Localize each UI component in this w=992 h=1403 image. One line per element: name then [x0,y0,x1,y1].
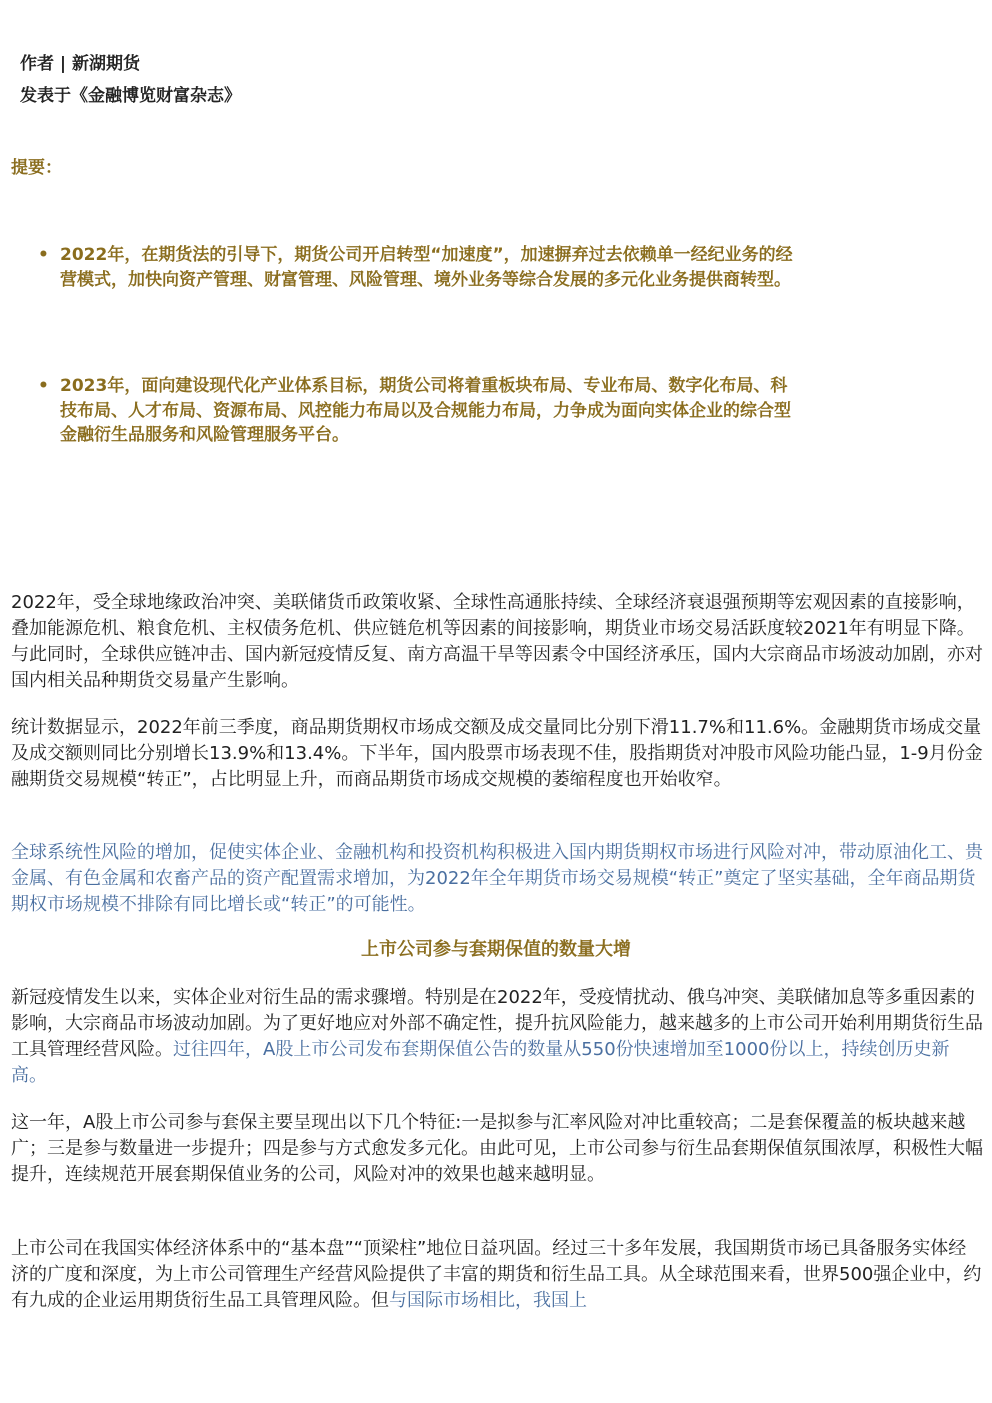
section-heading: 上市公司参与套期保值的数量大增 [361,939,631,960]
article-paragraph: 这一年，A股上市公司参与套保主要呈现出以下几个特征:一是拟参与汇率风险对冲比重较高；二是套保覆盖的板块越来越广；三是参与数量进一步提升；四是参与方式愈发多元化。由此可见，上市公司参与衍生品套期保值氛围浓厚，积极性大幅提升，连续规范开展套期保值业务的公司，风险对冲的效果也越来越明显。 [11,1112,983,1185]
highlighted-text: 过往四年，A股上市公司发布套期保值公告的数量从550份快速增加至1000份以上，持续创历史新高。 [11,1039,950,1086]
article-paragraph-highlight: 全球系统性风险的增加，促使实体企业、金融机构和投资机构积极进入国内期货期权市场进行风险对冲，带动原油化工、贵金属、有色金属和农畜产品的资产配置需求增加，为2022年全年期货市场交易规模“转正”奠定了坚实基础，全年商品期货期权市场规模不排除有同比增长或“转正”的可能性。 [11,842,983,915]
published-line: 发表于《金融博览财富杂志》 [20,86,241,106]
article-paragraph [11,985,983,1089]
highlighted-text: 与国际市场相比，我国上 [389,1290,587,1311]
summary-bullet-text: 2023年，面向建设现代化产业体系目标，期货公司将着重板块布局、专业布局、数字化布局、科技布局、人才布局、资源布局、风控能力布局以及合规能力布局，力争成为面向实体企业的综合型金融衍生品服务和风险管理服务平台。 [60,376,791,445]
article-paragraph: 2022年，受全球地缘政治冲突、美联储货币政策收紧、全球性高通胀持续、全球经济衰退强预期等宏观因素的直接影响，叠加能源危机、粮食危机、主权债务危机、供应链危机等因素的间接影响，期货业市场交易活跃度较2021年有明显下降。与此同时，全球供应链冲击、国内新冠疫情反复、南方高温干旱等因素令中国经济承压，国内大宗商品市场波动加剧，亦对国内相关品种期货交易量产生影响。 [11,592,983,691]
summary-heading: 提要： [11,158,62,178]
summary-bullet [38,243,798,292]
author-line: 作者 | 新湖期货 [20,54,141,74]
bullet-dot-icon: • [38,245,49,265]
summary-bullet-text: 2022年，在期货法的引导下，期货公司开启转型“加速度”，加速摒弃过去依赖单一经纪业务的经营模式，加快向资产管理、财富管理、风险管理、境外业务等综合发展的多元化业务提供商转型。 [60,245,793,290]
paragraph-text: 新冠疫情发生以来，实体企业对衍生品的需求骤增。特别是在2022年，受疫情扰动、俄乌冲突、美联储加息等多重因素的影响，大宗商品市场波动加剧。为了更好地应对外部不确定性，提升抗风险能力，越来越多的上市公司开始利用期货衍生品工具管理经营风险。 [11,987,983,1060]
paragraph-text: 上市公司在我国实体经济体系中的“基本盘”“顶梁柱”地位日益巩固。经过三十多年发展，我国期货市场已具备服务实体经济的广度和深度，为上市公司管理生产经营风险提供了丰富的期货和衍生品工具。从全球范围来看，世界500强企业中，约有九成的企业运用期货衍生品工具管理风险。但 [11,1238,982,1311]
article-paragraph [11,1236,983,1314]
bullet-dot-icon: • [38,376,49,396]
article-paragraph: 统计数据显示，2022年前三季度，商品期货期权市场成交额及成交量同比分别下滑11.7%和11.6%。金融期货市场成交量及成交额则同比分别增长13.9%和13.4%。下半年，国内股票市场表现不佳，股指期货对冲股市风险功能凸显，1-9月份金融期货交易规模“转正”，占比明显上升，而商品期货市场成交规模的萎缩程度也开始收窄。 [11,717,983,790]
summary-bullet [38,374,798,448]
